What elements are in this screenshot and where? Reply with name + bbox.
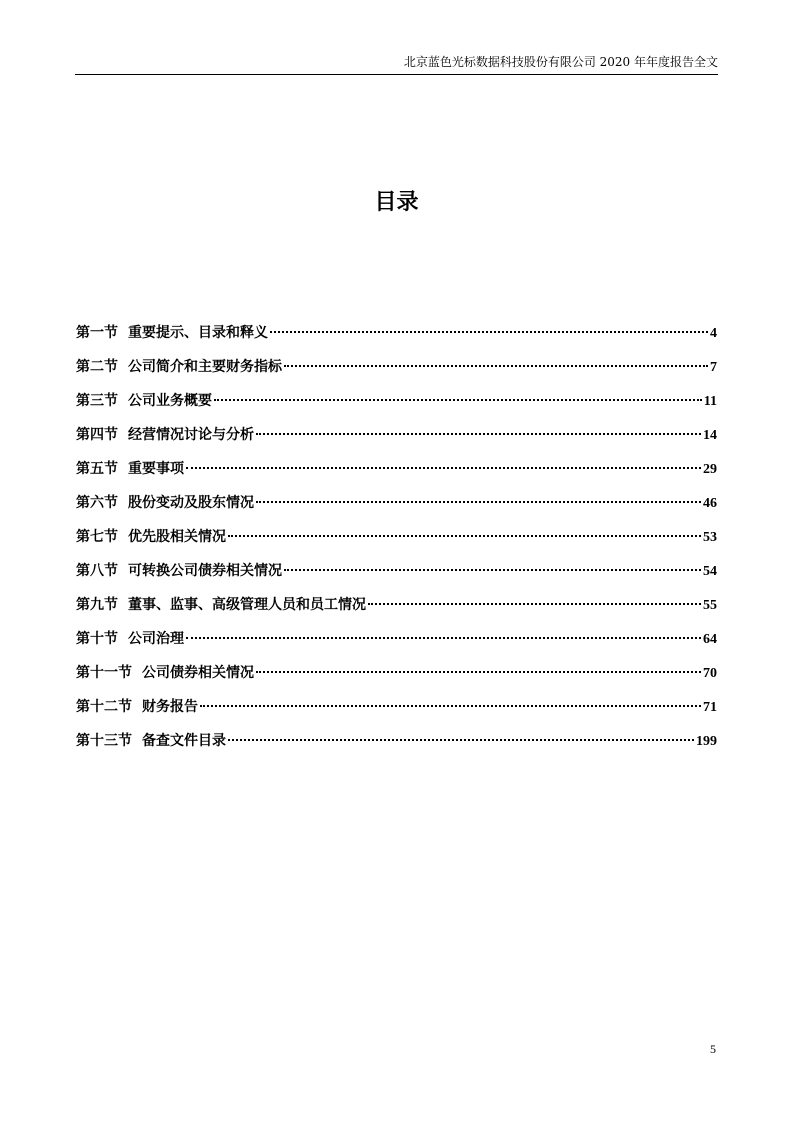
toc-leader-dots xyxy=(270,331,708,333)
toc-entry-name: 可转换公司债券相关情况 xyxy=(128,563,282,579)
toc-leader-dots xyxy=(214,399,702,401)
toc-leader-dots xyxy=(186,467,701,469)
toc-entry-5[interactable] xyxy=(76,458,717,492)
toc-entry-page: 11 xyxy=(703,394,717,409)
toc-entry-1[interactable] xyxy=(76,322,717,356)
toc-entry-12[interactable] xyxy=(76,696,717,730)
toc-entry-name: 董事、监事、高级管理人员和员工情况 xyxy=(128,597,366,613)
toc-leader-dots xyxy=(368,603,701,605)
toc-entry-label xyxy=(76,390,212,412)
toc-leader-dots xyxy=(256,433,701,435)
toc-entry-section: 第六节 xyxy=(76,495,118,511)
toc-entry-section: 第五节 xyxy=(76,461,118,477)
page-header xyxy=(75,52,718,75)
toc-entry-section: 第一节 xyxy=(76,325,118,341)
toc-entry-label xyxy=(76,662,254,684)
toc-entry-section: 第二节 xyxy=(76,359,118,375)
toc-entry-2[interactable] xyxy=(76,356,717,390)
toc-entry-section: 第三节 xyxy=(76,393,118,409)
toc-entry-section: 第十一节 xyxy=(76,665,132,681)
toc-entry-label xyxy=(76,424,254,446)
toc-leader-dots xyxy=(186,637,701,639)
table-of-contents xyxy=(76,322,717,764)
toc-entry-label xyxy=(76,356,282,378)
toc-entry-name: 优先股相关情况 xyxy=(128,529,226,545)
toc-entry-section: 第八节 xyxy=(76,563,118,579)
toc-entry-9[interactable] xyxy=(76,594,717,628)
toc-entry-label xyxy=(76,322,268,344)
toc-entry-section: 第十二节 xyxy=(76,699,132,715)
toc-entry-page: 29 xyxy=(703,462,717,477)
toc-entry-section: 第七节 xyxy=(76,529,118,545)
toc-leader-dots xyxy=(284,365,708,367)
toc-entry-name: 备查文件目录 xyxy=(142,733,226,749)
toc-entry-page: 70 xyxy=(703,666,717,681)
header-title: 北京蓝色光标数据科技股份有限公司 2020 年年度报告全文 xyxy=(403,55,718,69)
toc-entry-page: 199 xyxy=(696,734,717,749)
toc-entry-page: 14 xyxy=(703,428,717,443)
toc-leader-dots xyxy=(256,671,701,673)
page-number: 5 xyxy=(710,1042,716,1056)
toc-entry-name: 公司简介和主要财务指标 xyxy=(128,359,282,375)
toc-entry-name: 经营情况讨论与分析 xyxy=(128,427,254,443)
toc-entry-name: 重要提示、目录和释义 xyxy=(128,325,268,341)
toc-leader-dots xyxy=(284,569,701,571)
toc-entry-section: 第四节 xyxy=(76,427,118,443)
toc-entry-label xyxy=(76,696,198,718)
toc-entry-page: 53 xyxy=(703,530,717,545)
toc-entry-13[interactable] xyxy=(76,730,717,764)
toc-entry-label xyxy=(76,594,366,616)
page-title: 目录 xyxy=(374,190,419,215)
toc-entry-section: 第十节 xyxy=(76,631,118,647)
toc-entry-page: 7 xyxy=(710,360,717,375)
toc-entry-7[interactable] xyxy=(76,526,717,560)
toc-entry-3[interactable] xyxy=(76,390,717,424)
toc-entry-8[interactable] xyxy=(76,560,717,594)
toc-entry-name: 公司债券相关情况 xyxy=(142,665,254,681)
toc-leader-dots xyxy=(228,535,701,537)
toc-entry-page: 54 xyxy=(703,564,717,579)
toc-entry-page: 4 xyxy=(710,326,717,341)
toc-entry-page: 55 xyxy=(703,598,717,613)
toc-entry-11[interactable] xyxy=(76,662,717,696)
toc-entry-label xyxy=(76,560,282,582)
toc-entry-name: 公司业务概要 xyxy=(128,393,212,409)
toc-entry-4[interactable] xyxy=(76,424,717,458)
toc-entry-label xyxy=(76,730,226,752)
toc-entry-page: 64 xyxy=(703,632,717,647)
toc-leader-dots xyxy=(256,501,701,503)
toc-entry-label xyxy=(76,458,184,480)
toc-leader-dots xyxy=(200,705,701,707)
toc-entry-section: 第九节 xyxy=(76,597,118,613)
toc-entry-label xyxy=(76,492,254,514)
toc-entry-name: 重要事项 xyxy=(128,461,184,477)
toc-entry-name: 股份变动及股东情况 xyxy=(128,495,254,511)
toc-entry-name: 公司治理 xyxy=(128,631,184,647)
toc-entry-label xyxy=(76,526,226,548)
toc-entry-10[interactable] xyxy=(76,628,717,662)
toc-entry-page: 71 xyxy=(703,700,717,715)
toc-entry-name: 财务报告 xyxy=(142,699,198,715)
toc-entry-page: 46 xyxy=(703,496,717,511)
toc-leader-dots xyxy=(228,739,694,741)
toc-entry-section: 第十三节 xyxy=(76,733,132,749)
toc-entry-6[interactable] xyxy=(76,492,717,526)
toc-entry-label xyxy=(76,628,184,650)
